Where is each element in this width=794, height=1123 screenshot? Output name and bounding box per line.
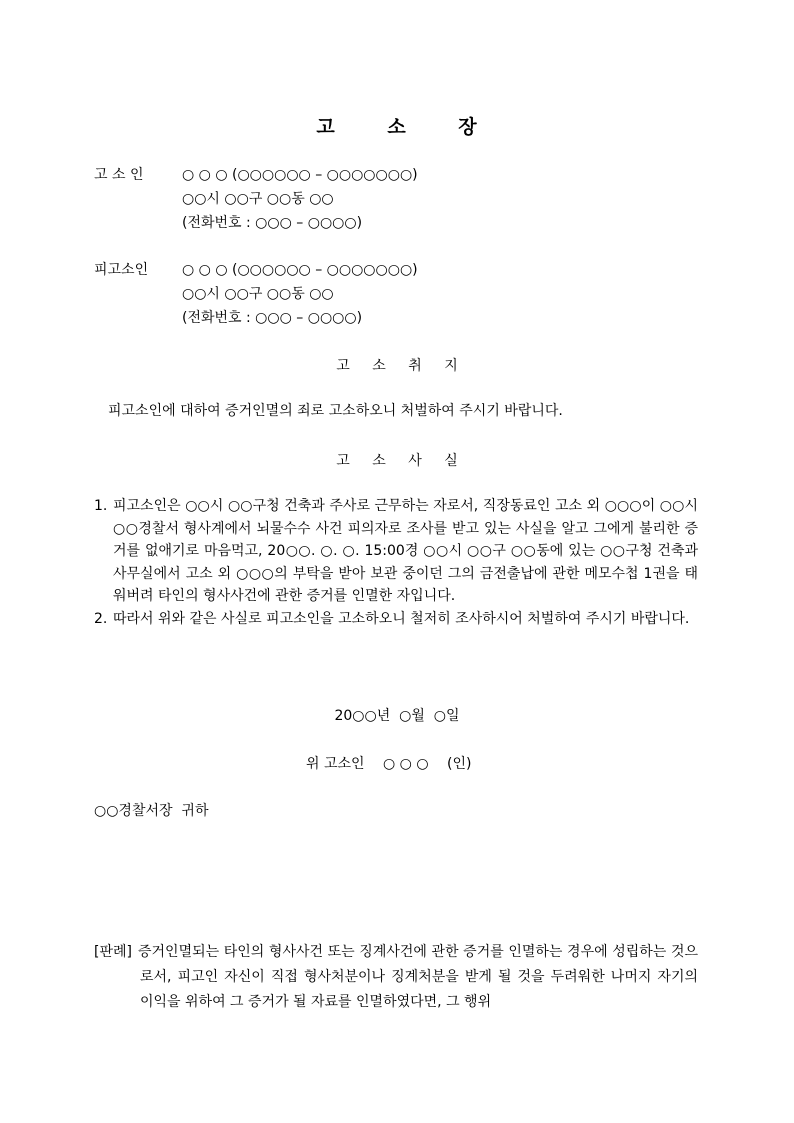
fact-text: 따라서 위와 같은 사실로 피고소인을 고소하오니 철저히 조사하시어 처벌하여 주시기 바랍니다. — [113, 610, 690, 627]
precedent-note — [94, 940, 698, 1015]
purpose-text: 피고소인에 대하여 증거인멸의 죄로 고소하오니 처벌하여 주시기 바랍니다. — [108, 403, 563, 419]
precedent-text: 증거인멸되는 타인의 형사사건 또는 징계사건에 관한 증거를 인멸하는 경우에 성립하는 것으로서, 피고인 자신이 직접 형사처분이나 징계처분을 받게 될 것을 두려워한 나머지 자기의 이익을 위하여 그 증거가 될 자료를 인멸하였다면, 그 행위 — [138, 944, 698, 1010]
heading-char: 지 — [444, 358, 458, 374]
title-char: 장 — [458, 116, 478, 138]
fact-item — [94, 495, 698, 608]
accused-phone: (전화번호 : ○○○ – ○○○○) — [182, 310, 363, 326]
heading-char: 고 — [336, 453, 350, 469]
title-char: 소 — [387, 116, 407, 138]
heading-char: 실 — [444, 453, 458, 469]
purpose-heading — [0, 355, 794, 375]
accused-name: ○ ○ ○ (○○○○○○ – ○○○○○○○) — [182, 262, 418, 278]
fact-number: 2. — [94, 610, 108, 627]
document-date — [0, 705, 794, 725]
title-char: 고 — [316, 116, 336, 138]
facts-heading — [0, 450, 794, 470]
heading-char: 소 — [372, 453, 386, 469]
seal-mark: (인) — [447, 756, 472, 772]
heading-char: 사 — [408, 453, 422, 469]
document-title — [0, 112, 794, 139]
complainant-phone: (전화번호 : ○○○ – ○○○○) — [182, 215, 363, 231]
accused-address: ○○시 ○○구 ○○동 ○○ — [182, 286, 334, 302]
complainant-address: ○○시 ○○구 ○○동 ○○ — [182, 191, 334, 207]
date-text: 20○○년 ○월 ○일 — [334, 708, 460, 724]
heading-char: 소 — [372, 358, 386, 374]
signer-prefix: 위 고소인 — [306, 756, 365, 772]
complainant-name: ○ ○ ○ (○○○○○○ – ○○○○○○○) — [182, 167, 418, 183]
precedent-tag: [판례] — [94, 944, 132, 960]
complainant-label: 고 소 인 — [94, 167, 144, 183]
heading-char: 고 — [336, 358, 350, 374]
accused-label: 피고소인 — [94, 262, 149, 278]
fact-number: 1. — [94, 498, 108, 514]
signer-name: ○ ○ ○ — [383, 756, 429, 772]
recipient: ○○경찰서장 귀하 — [94, 803, 209, 819]
facts-list — [94, 495, 698, 630]
fact-text: 피고소인은 ○○시 ○○구청 건축과 주사로 근무하는 자로서, 직장동료인 고소 외 ○○○이 ○○시 ○○경찰서 형사계에서 뇌물수수 사건 피의자로 조사를 받고 있는 사실을 알고 그에게 불리한 증거를 없애기로 마음먹고, 20○○. ○. ○. 15:00경 ○○시 ○○구 ○○동에 있는 ○○구청 건축과 사무실에서 고소 외 ○○○의 부탁을 받아 보관 중이던 그의 금전출납에 관한 메모수첩 1권을 태워버려 타인의 형사사건에 관한 증거를 인멸한 자입니다. — [113, 498, 698, 604]
heading-char: 취 — [408, 358, 422, 374]
signer-line — [306, 753, 485, 773]
fact-item — [94, 608, 698, 631]
